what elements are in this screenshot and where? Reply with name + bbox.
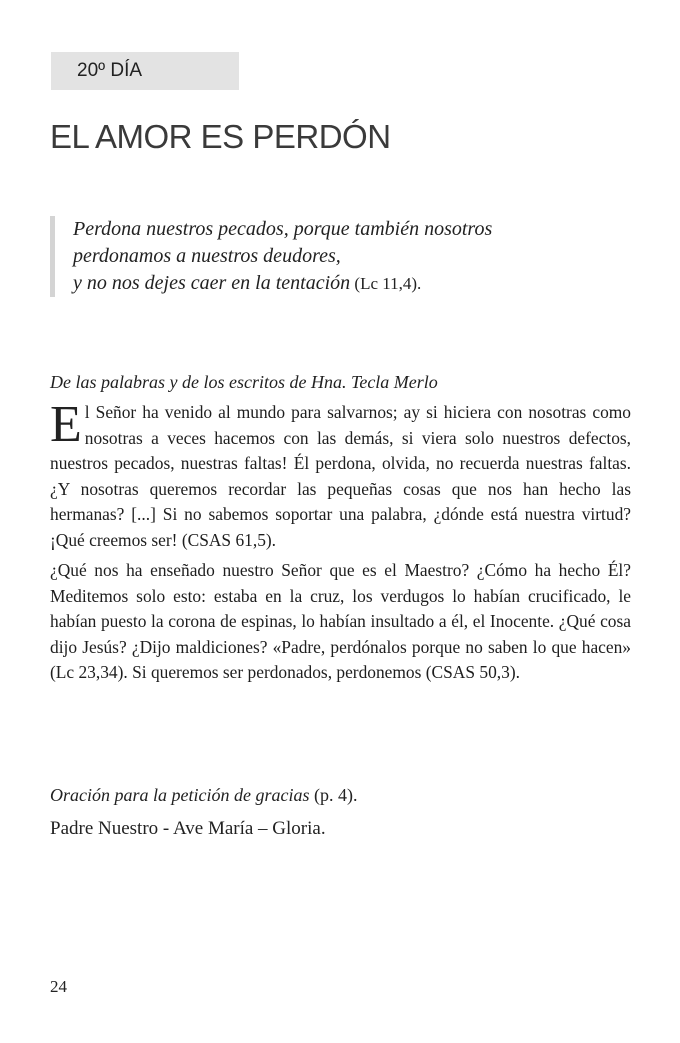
body-text	[50, 396, 631, 691]
quote-line: Perdona nuestros pecados, porque también nosotros	[73, 218, 493, 240]
day-label: 20º DÍA	[51, 52, 239, 90]
quote-line-last	[73, 270, 633, 297]
page-number: 24	[50, 977, 67, 996]
page-title: EL AMOR ES PERDÓN	[50, 118, 391, 155]
drop-cap: E	[50, 396, 82, 453]
quote-line-text: y no nos dejes caer en la tentación	[73, 272, 351, 294]
paragraph-1-text: l Señor ha venido al mundo para salvarnos; ay si hiciera con nosotras como nosotras a veces hacemos con las demás, si viera solo nuestros defectos, nuestros pecados, nuestras faltas! Él perdona, olvida, no recuerda nuestras faltas. ¿Y nosotras queremos recordar las pequeñas cosas que nos han hecho las hermanas? [...] Si no sabemos soportar una palabra, ¿dónde está nuestra virtud? ¡Qué creemos ser! (CSAS 61,5).	[50, 402, 631, 550]
source-attribution: De las palabras y de los escritos de Hna. Tecla Merlo	[50, 372, 438, 392]
paragraph-1	[50, 396, 631, 553]
paragraph-2: ¿Qué nos ha enseñado nuestro Señor que es el Maestro? ¿Cómo ha hecho Él? Meditemos solo esto: estaba en la cruz, los verdugos lo habían crucificado, le habían puesto la corona de espinas, lo habían insultado a él, el Inocente. ¿Qué cosa dijo Jesús? ¿Dijo maldiciones? «Padre, perdónalos porque no saben lo que hacen» (Lc 23,34). Si queremos ser perdonados, perdonemos (CSAS 50,3).	[50, 560, 631, 682]
quote-reference: (Lc 11,4).	[350, 274, 422, 293]
scripture-quote	[50, 216, 633, 297]
prayer-reference-page: (p. 4).	[309, 785, 358, 805]
quote-line: perdonamos a nuestros deudores,	[73, 245, 341, 267]
prayers-line: Padre Nuestro - Ave María – Gloria.	[50, 818, 326, 839]
prayer-reference-title: Oración para la petición de gracias	[50, 785, 310, 805]
prayer-reference	[50, 785, 357, 806]
